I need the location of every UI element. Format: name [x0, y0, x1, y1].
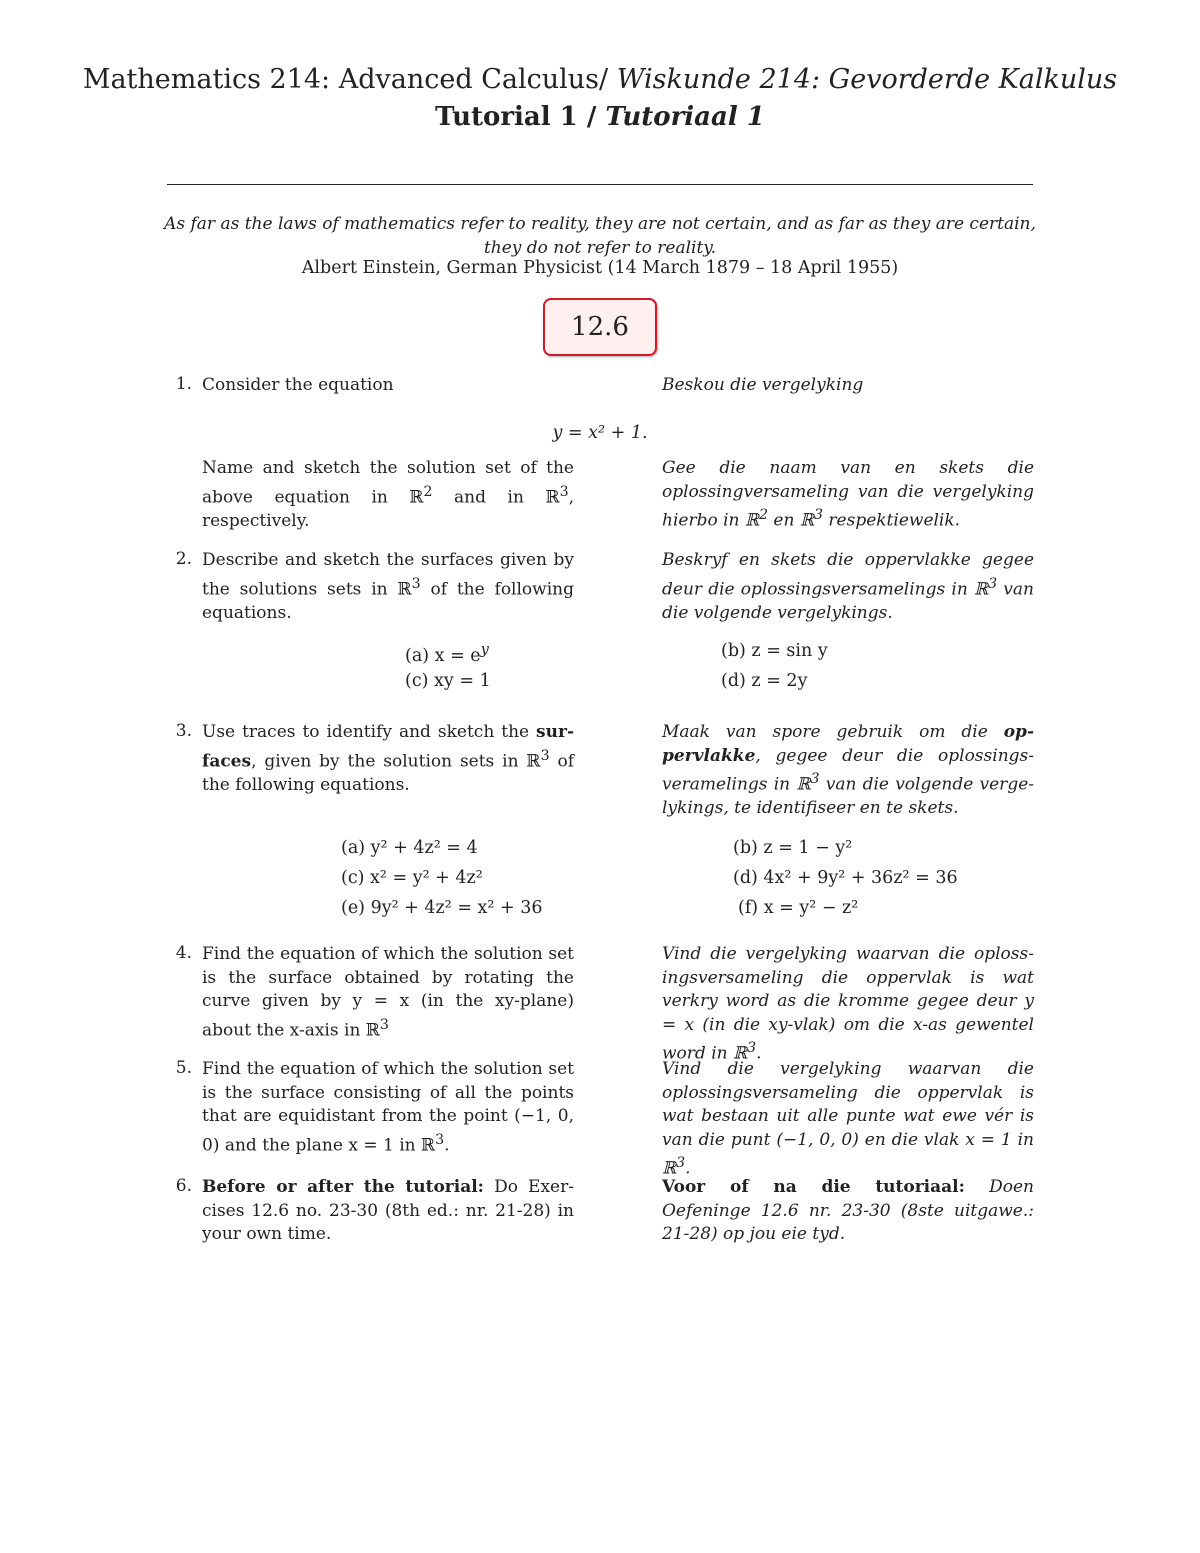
quote-attribution: Albert Einstein, German Physicist (14 March 1879 – 18 April 1955) [301, 258, 899, 278]
q2-equation-a: (a) $x = e^y$ [405, 641, 489, 666]
q5-text-english: Find the equation of which the solution set is the surface consisting of all the points that are equidistant from the point (−1, 0, 0) and the plane x = 1 in ℝ$^3$. [202, 1059, 574, 1156]
q6-text-afrikaans: Voor of na die tutoriaal: Doen Oefeninge 12.6 nr. 23-30 (8ste uitgawe.: 21-28) op jou eie tyd. [662, 1177, 1034, 1244]
q1-number: 1. [175, 374, 192, 394]
q3-number: 3. [175, 721, 192, 741]
subtitle-english: Tutorial 1 / [435, 102, 606, 132]
title-english: Mathematics 214: Advanced Calculus/ [82, 64, 617, 95]
q3-equation-b: (b) z = 1 − y² [733, 838, 853, 858]
q2-equation-c: (c) xy = 1 [405, 671, 491, 691]
q6-text-english: Before or after the tutorial: Do Exercises 12.6 no. 23-30 (8th ed.: nr. 21-28) in your own time. [202, 1177, 574, 1244]
q1-intro-english: Consider the equation [202, 375, 394, 395]
document-subtitle [0, 102, 1200, 132]
title-afrikaans: Wiskunde 214: Gevorderde Kalkulus [616, 64, 1118, 95]
q1-body-afrikaans: Gee die naam van en skets die oplossingversameling van die vergelyking hierbo in ℝ$^2$ en ℝ$^3$ respektiewelik. [662, 458, 1034, 531]
q4-text-afrikaans: Vind die vergelyking waarvan die oplossingsversameling die oppervlak is wat verkry word as die kromme gegee deur y = x (in die xy-vlak) om die x-as gewentel word in ℝ$^3$. [662, 944, 1034, 1064]
q1-equation: y = x² + 1. [552, 423, 648, 443]
document-title [0, 64, 1200, 95]
q3-text-english: Use traces to identify and sketch the surfaces, given by the solution sets in ℝ$^3$ of the following equations. [202, 722, 574, 795]
q2-text-english: Describe and sketch the surfaces given by the solutions sets in ℝ$^3$ of the following equations. [202, 550, 574, 623]
quote-line-1: As far as the laws of mathematics refer to reality, they are not certain, and as far as they are certain, [164, 214, 1036, 234]
q3-equation-e: (e) 9y² + 4z² = x² + 36 [341, 898, 543, 918]
q1-body-english: Name and sketch the solution set of the above equation in ℝ$^2$ and in ℝ$^3$, respectively. [202, 458, 574, 531]
q6-number: 6. [175, 1176, 192, 1196]
q3-equation-d: (d) 4x² + 9y² + 36z² = 36 [733, 868, 958, 888]
quote [150, 212, 1050, 260]
q3-equation-f: (f) x = y² − z² [738, 898, 859, 918]
q1-intro-afrikaans: Beskou die vergelyking [662, 375, 864, 395]
section-number-box: 12.6 [543, 298, 657, 356]
q2-equation-d: (d) z = 2y [721, 671, 808, 691]
q4-number: 4. [175, 943, 192, 963]
subtitle-afrikaans: Tutoriaal 1 [605, 102, 765, 132]
horizontal-rule [167, 184, 1033, 185]
q2-number: 2. [175, 549, 192, 569]
q3-equation-c: (c) x² = y² + 4z² [341, 868, 483, 888]
q2-text-afrikaans: Beskryf en skets die oppervlakke gegee deur die oplossingsversamelings in ℝ$^3$ van die volgende vergelykings. [662, 550, 1034, 623]
q3-equation-a: (a) y² + 4z² = 4 [341, 838, 478, 858]
q2-equation-b: (b) z = sin y [721, 641, 828, 661]
q3-text-afrikaans: Maak van spore gebruik om die oppervlakke, gegee deur die oplossingsveramelings in ℝ$^3$ van die volgende vergelykings, te identifiseer en te skets. [662, 722, 1035, 819]
q5-text-afrikaans: Vind die vergelyking waarvan die oplossingsversameling die oppervlak is wat bestaan uit alle punte wat ewe vér is van die punt (−1, 0, 0) en die vlak x = 1 in ℝ$^3$. [662, 1059, 1034, 1179]
q4-text-english: Find the equation of which the solution set is the surface obtained by rotating the curve given by y = x (in the xy-plane) about the x-axis in ℝ$^3$ [202, 944, 574, 1041]
q5-number: 5. [175, 1058, 192, 1078]
quote-line-2: they do not refer to reality. [483, 238, 717, 258]
